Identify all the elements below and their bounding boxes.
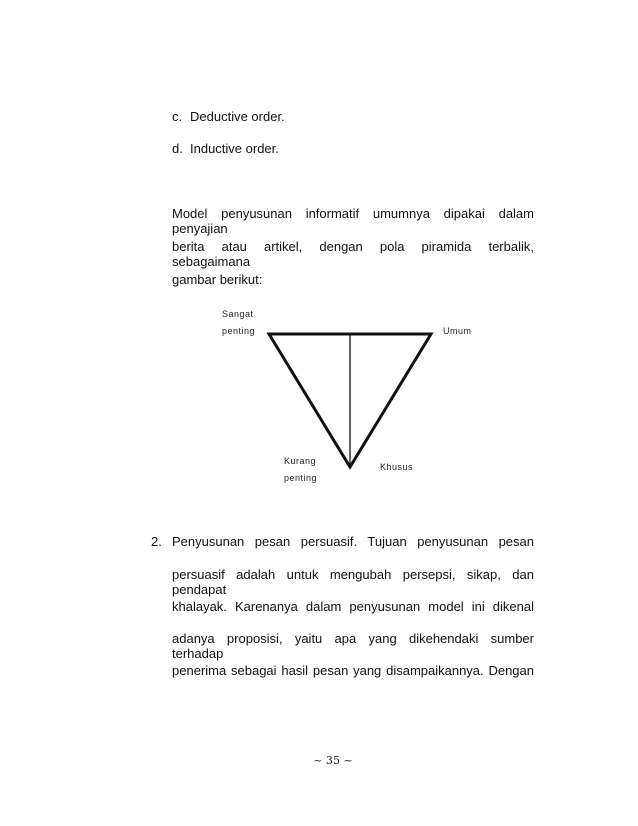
list-marker: c. [172, 109, 183, 124]
numbered-item-marker: 2. [151, 534, 162, 549]
paragraph-line: Penyusunan pesan persuasif. Tujuan penyusunan pesan [172, 534, 534, 549]
label-kurang-penting: Kurang penting [284, 456, 318, 483]
paragraph-line: berita atau artikel, dengan pola piramida terbalik, sebagaimana [172, 239, 534, 269]
label-umum: Umum [443, 326, 472, 336]
label-sangat-penting: Sangat penting [222, 309, 256, 336]
paragraph-line: adanya proposisi, yaitu apa yang dikehendaki sumber terhadap [172, 631, 534, 661]
list-marker: d. [172, 141, 183, 156]
list-item-text: Deductive order. [190, 109, 285, 124]
list-item-text: Inductive order. [190, 141, 279, 156]
paragraph-line: khalayak. Karenanya dalam penyusunan model ini dikenal [172, 599, 534, 614]
paragraph-line: penerima sebagai hasil pesan yang disampaikannya. Dengan [172, 663, 534, 678]
paragraph-line: gambar berikut: [172, 272, 263, 287]
paragraph-line: persuasif adalah untuk mengubah persepsi, sikap, dan pendapat [172, 567, 534, 597]
paragraph-line: Model penyusunan informatif umumnya dipakai dalam penyajian [172, 206, 534, 236]
page-number: ~ 35 ~ [313, 754, 353, 767]
label-khusus: Khusus [380, 462, 414, 472]
